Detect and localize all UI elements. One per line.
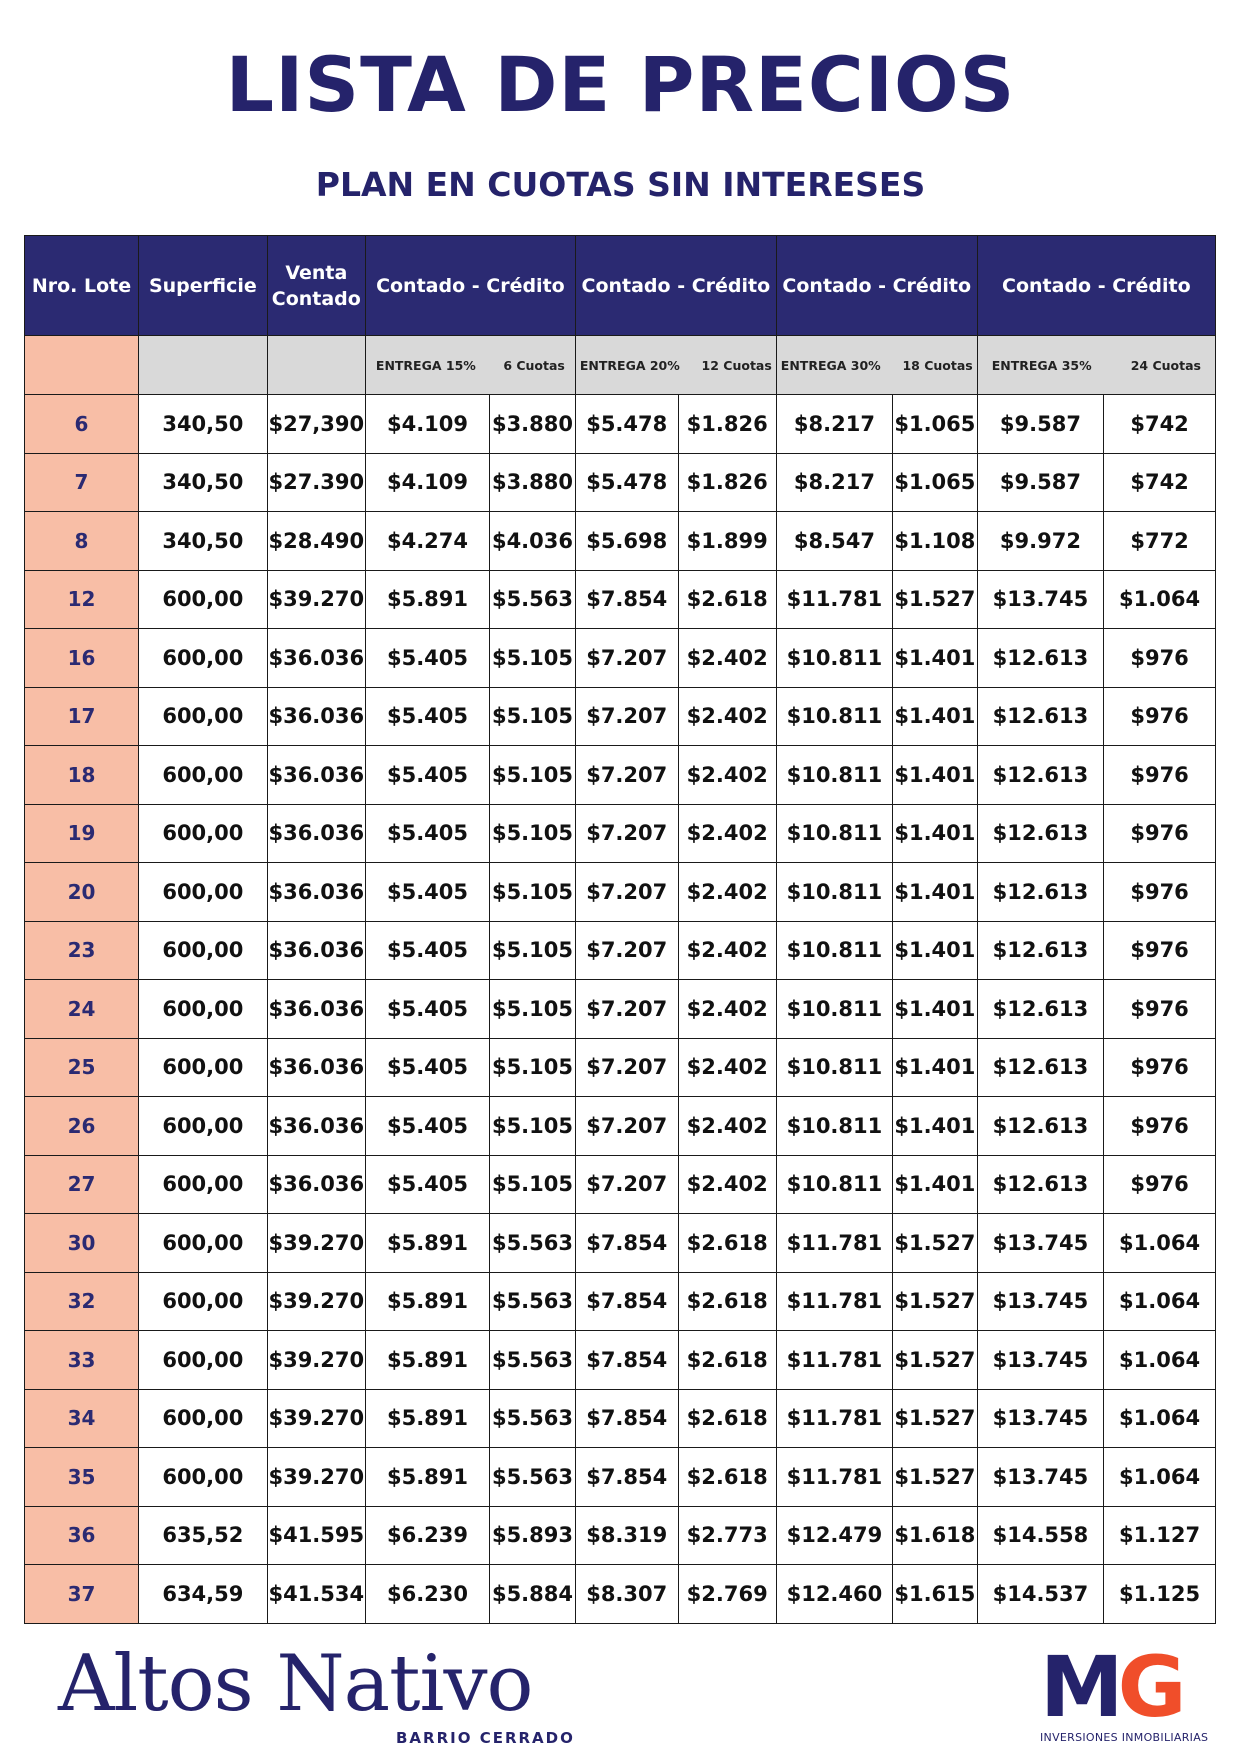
cell-entrega-35: $13.745	[977, 1448, 1103, 1507]
cell-superficie: 600,00	[139, 1448, 268, 1507]
cell-entrega-30: $11.781	[776, 1214, 892, 1273]
cell-venta-contado: $27.390	[267, 453, 365, 512]
cell-lote: 23	[25, 921, 139, 980]
cell-lote: 33	[25, 1331, 139, 1390]
cell-venta-contado: $41.534	[267, 1565, 365, 1624]
cell-lote: 26	[25, 1097, 139, 1156]
cell-superficie: 600,00	[139, 980, 268, 1039]
cell-cuotas-6: $3.880	[490, 453, 576, 512]
cell-venta-contado: $39.270	[267, 1331, 365, 1390]
cell-entrega-35: $13.745	[977, 1214, 1103, 1273]
cell-entrega-35: $14.537	[977, 1565, 1103, 1624]
cell-entrega-20: $8.307	[575, 1565, 678, 1624]
cell-superficie: 600,00	[139, 1097, 268, 1156]
cell-entrega-35: $14.558	[977, 1506, 1103, 1565]
cell-lote: 6	[25, 395, 139, 454]
table-header-row	[25, 236, 1216, 336]
cell-entrega-20: $7.207	[575, 1038, 678, 1097]
cell-entrega-35: $13.745	[977, 1272, 1103, 1331]
cell-entrega-35: $12.613	[977, 1038, 1103, 1097]
cell-entrega-30: $10.811	[776, 746, 892, 805]
subheader-24-cuotas: 24 Cuotas	[1130, 357, 1201, 373]
cell-entrega-20: $7.207	[575, 980, 678, 1039]
cell-superficie: 600,00	[139, 804, 268, 863]
cell-cuotas-24: $976	[1104, 1038, 1216, 1097]
cell-cuotas-12: $2.773	[678, 1506, 776, 1565]
table-row	[25, 1214, 1216, 1273]
cell-cuotas-24: $976	[1104, 1155, 1216, 1214]
cell-cuotas-6: $5.563	[490, 1214, 576, 1273]
cell-lote: 25	[25, 1038, 139, 1097]
cell-superficie: 600,00	[139, 1272, 268, 1331]
cell-lote: 18	[25, 746, 139, 805]
cell-superficie: 600,00	[139, 1038, 268, 1097]
cell-cuotas-24: $976	[1104, 746, 1216, 805]
cell-entrega-15: $5.405	[365, 687, 489, 746]
cell-lote: 24	[25, 980, 139, 1039]
cell-cuotas-6: $5.105	[490, 980, 576, 1039]
cell-venta-contado: $36.036	[267, 1038, 365, 1097]
cell-entrega-20: $7.207	[575, 629, 678, 688]
cell-cuotas-18: $1.401	[893, 921, 978, 980]
cell-cuotas-18: $1.401	[893, 1155, 978, 1214]
cell-entrega-20: $7.207	[575, 921, 678, 980]
cell-cuotas-6: $5.105	[490, 863, 576, 922]
cell-entrega-30: $11.781	[776, 570, 892, 629]
cell-cuotas-12: $2.402	[678, 687, 776, 746]
cell-entrega-15: $5.405	[365, 1038, 489, 1097]
cell-venta-contado: $27,390	[267, 395, 365, 454]
cell-lote: 17	[25, 687, 139, 746]
table-row	[25, 1272, 1216, 1331]
cell-entrega-30: $10.811	[776, 980, 892, 1039]
cell-entrega-15: $4.274	[365, 512, 489, 571]
header-plan-1: Contado - Crédito	[365, 236, 575, 336]
cell-cuotas-12: $2.402	[678, 921, 776, 980]
cell-entrega-30: $10.811	[776, 804, 892, 863]
cell-cuotas-24: $976	[1104, 629, 1216, 688]
cell-lote: 27	[25, 1155, 139, 1214]
cell-entrega-15: $5.891	[365, 1331, 489, 1390]
mg-logo	[1040, 1638, 1220, 1745]
cell-lote: 19	[25, 804, 139, 863]
cell-entrega-35: $12.613	[977, 746, 1103, 805]
cell-entrega-20: $7.854	[575, 1448, 678, 1507]
cell-venta-contado: $36.036	[267, 980, 365, 1039]
cell-entrega-30: $12.460	[776, 1565, 892, 1624]
cell-superficie: 600,00	[139, 1155, 268, 1214]
cell-cuotas-18: $1.401	[893, 1097, 978, 1156]
cell-cuotas-24: $1.127	[1104, 1506, 1216, 1565]
cell-cuotas-18: $1.401	[893, 980, 978, 1039]
cell-entrega-15: $5.405	[365, 629, 489, 688]
subheader-plan-4	[977, 336, 1215, 395]
cell-cuotas-18: $1.527	[893, 570, 978, 629]
cell-entrega-30: $8.547	[776, 512, 892, 571]
cell-cuotas-24: $1.064	[1104, 1214, 1216, 1273]
cell-venta-contado: $39.270	[267, 1448, 365, 1507]
cell-superficie: 600,00	[139, 687, 268, 746]
cell-entrega-35: $9.587	[977, 395, 1103, 454]
cell-cuotas-24: $772	[1104, 512, 1216, 571]
cell-entrega-35: $12.613	[977, 1097, 1103, 1156]
cell-cuotas-18: $1.065	[893, 395, 978, 454]
cell-cuotas-6: $5.105	[490, 1155, 576, 1214]
cell-cuotas-12: $1.826	[678, 395, 776, 454]
cell-cuotas-18: $1.401	[893, 1038, 978, 1097]
cell-entrega-20: $7.854	[575, 1272, 678, 1331]
cell-cuotas-18: $1.527	[893, 1448, 978, 1507]
cell-entrega-20: $5.698	[575, 512, 678, 571]
cell-venta-contado: $39.270	[267, 570, 365, 629]
cell-cuotas-12: $2.618	[678, 1448, 776, 1507]
cell-lote: 36	[25, 1506, 139, 1565]
cell-cuotas-12: $2.402	[678, 980, 776, 1039]
cell-cuotas-12: $2.618	[678, 1214, 776, 1273]
cell-cuotas-24: $1.064	[1104, 1448, 1216, 1507]
cell-entrega-20: $7.207	[575, 1097, 678, 1156]
subheader-plan-2	[575, 336, 776, 395]
cell-entrega-30: $11.781	[776, 1331, 892, 1390]
subheader-blank-venta	[267, 336, 365, 395]
cell-entrega-30: $11.781	[776, 1389, 892, 1448]
cell-entrega-30: $11.781	[776, 1448, 892, 1507]
cell-entrega-30: $8.217	[776, 453, 892, 512]
cell-entrega-35: $12.613	[977, 980, 1103, 1039]
cell-cuotas-24: $742	[1104, 395, 1216, 454]
cell-cuotas-12: $2.618	[678, 570, 776, 629]
cell-venta-contado: $39.270	[267, 1389, 365, 1448]
cell-entrega-30: $8.217	[776, 395, 892, 454]
brand-tagline: BARRIO CERRADO	[396, 1729, 575, 1747]
table-row	[25, 687, 1216, 746]
cell-cuotas-24: $976	[1104, 1097, 1216, 1156]
cell-superficie: 600,00	[139, 921, 268, 980]
mg-letter-m: M	[1040, 1638, 1118, 1736]
cell-cuotas-18: $1.401	[893, 804, 978, 863]
cell-cuotas-24: $976	[1104, 980, 1216, 1039]
cell-cuotas-18: $1.401	[893, 629, 978, 688]
subheader-plan-1	[365, 336, 575, 395]
cell-superficie: 340,50	[139, 453, 268, 512]
cell-superficie: 634,59	[139, 1565, 268, 1624]
cell-entrega-20: $7.854	[575, 1331, 678, 1390]
cell-lote: 34	[25, 1389, 139, 1448]
cell-entrega-15: $5.891	[365, 1272, 489, 1331]
cell-cuotas-24: $976	[1104, 921, 1216, 980]
cell-entrega-35: $12.613	[977, 1155, 1103, 1214]
cell-cuotas-6: $5.105	[490, 804, 576, 863]
cell-cuotas-18: $1.401	[893, 687, 978, 746]
mg-tagline: INVERSIONES INMOBILIARIAS	[1040, 1731, 1209, 1744]
cell-superficie: 600,00	[139, 570, 268, 629]
cell-entrega-15: $5.891	[365, 1214, 489, 1273]
cell-cuotas-18: $1.615	[893, 1565, 978, 1624]
table-row	[25, 1389, 1216, 1448]
cell-cuotas-6: $5.105	[490, 687, 576, 746]
subheader-entrega-35: ENTREGA 35%	[991, 357, 1092, 373]
subheader-entrega-15: ENTREGA 15%	[375, 357, 476, 373]
cell-cuotas-24: $1.064	[1104, 570, 1216, 629]
cell-cuotas-12: $2.402	[678, 746, 776, 805]
cell-entrega-20: $7.854	[575, 1389, 678, 1448]
cell-superficie: 340,50	[139, 395, 268, 454]
header-plan-2: Contado - Crédito	[575, 236, 776, 336]
table-row	[25, 1565, 1216, 1624]
cell-superficie: 340,50	[139, 512, 268, 571]
table-row	[25, 921, 1216, 980]
cell-cuotas-12: $2.402	[678, 629, 776, 688]
cell-entrega-15: $5.405	[365, 1155, 489, 1214]
cell-entrega-20: $7.207	[575, 746, 678, 805]
cell-cuotas-12: $2.618	[678, 1389, 776, 1448]
mg-logo-mark	[1040, 1638, 1220, 1736]
cell-cuotas-18: $1.108	[893, 512, 978, 571]
subheader-entrega-20: ENTREGA 20%	[579, 357, 680, 373]
cell-cuotas-6: $4.036	[490, 512, 576, 571]
cell-cuotas-18: $1.065	[893, 453, 978, 512]
cell-cuotas-6: $5.105	[490, 629, 576, 688]
cell-entrega-35: $12.613	[977, 804, 1103, 863]
table-row	[25, 1097, 1216, 1156]
table-row	[25, 804, 1216, 863]
cell-entrega-35: $13.745	[977, 1331, 1103, 1390]
header-plan-3: Contado - Crédito	[776, 236, 977, 336]
cell-superficie: 600,00	[139, 1331, 268, 1390]
page-subtitle: PLAN EN CUOTAS SIN INTERESES	[315, 165, 926, 204]
cell-cuotas-18: $1.401	[893, 863, 978, 922]
cell-cuotas-24: $976	[1104, 863, 1216, 922]
cell-entrega-15: $5.405	[365, 921, 489, 980]
cell-venta-contado: $36.036	[267, 1097, 365, 1156]
cell-venta-contado: $39.270	[267, 1214, 365, 1273]
cell-entrega-30: $10.811	[776, 1155, 892, 1214]
cell-cuotas-12: $1.899	[678, 512, 776, 571]
cell-venta-contado: $41.595	[267, 1506, 365, 1565]
cell-cuotas-18: $1.527	[893, 1389, 978, 1448]
cell-lote: 30	[25, 1214, 139, 1273]
cell-entrega-30: $10.811	[776, 863, 892, 922]
header-plan-4: Contado - Crédito	[977, 236, 1215, 336]
cell-cuotas-18: $1.527	[893, 1272, 978, 1331]
cell-venta-contado: $36.036	[267, 921, 365, 980]
cell-cuotas-6: $5.563	[490, 570, 576, 629]
cell-lote: 37	[25, 1565, 139, 1624]
cell-entrega-35: $13.745	[977, 1389, 1103, 1448]
table-row	[25, 863, 1216, 922]
subheader-12-cuotas: 12 Cuotas	[701, 357, 772, 373]
cell-entrega-35: $12.613	[977, 921, 1103, 980]
page-title: LISTA DE PRECIOS	[225, 40, 1016, 129]
cell-entrega-20: $7.207	[575, 804, 678, 863]
table-row	[25, 1448, 1216, 1507]
cell-lote: 8	[25, 512, 139, 571]
altos-nativo-logo	[58, 1639, 598, 1747]
cell-venta-contado: $36.036	[267, 1155, 365, 1214]
header-lote: Nro. Lote	[25, 236, 139, 336]
cell-venta-contado: $36.036	[267, 629, 365, 688]
cell-cuotas-12: $2.402	[678, 1097, 776, 1156]
cell-entrega-30: $11.781	[776, 1272, 892, 1331]
cell-superficie: 600,00	[139, 1214, 268, 1273]
subheader-blank-lote	[25, 336, 139, 395]
cell-superficie: 600,00	[139, 863, 268, 922]
cell-venta-contado: $39.270	[267, 1272, 365, 1331]
cell-entrega-20: $7.207	[575, 687, 678, 746]
cell-entrega-30: $12.479	[776, 1506, 892, 1565]
table-row	[25, 629, 1216, 688]
brand-name: Altos Nativo	[58, 1639, 533, 1729]
table-row	[25, 453, 1216, 512]
cell-entrega-30: $10.811	[776, 921, 892, 980]
table-row	[25, 980, 1216, 1039]
cell-entrega-15: $6.230	[365, 1565, 489, 1624]
cell-entrega-30: $10.811	[776, 629, 892, 688]
cell-entrega-20: $5.478	[575, 395, 678, 454]
cell-cuotas-12: $2.402	[678, 1038, 776, 1097]
cell-cuotas-6: $5.105	[490, 1038, 576, 1097]
cell-lote: 32	[25, 1272, 139, 1331]
cell-lote: 7	[25, 453, 139, 512]
cell-entrega-15: $5.891	[365, 1448, 489, 1507]
header-superficie: Superficie	[139, 236, 268, 336]
table-row	[25, 1331, 1216, 1390]
cell-entrega-35: $13.745	[977, 570, 1103, 629]
table-subheader-row	[25, 336, 1216, 395]
subheader-plan-3	[776, 336, 977, 395]
table-row	[25, 1506, 1216, 1565]
cell-cuotas-12: $2.402	[678, 863, 776, 922]
subheader-entrega-30: ENTREGA 30%	[780, 357, 881, 373]
price-table	[24, 235, 1216, 1624]
cell-entrega-30: $10.811	[776, 1097, 892, 1156]
table-row	[25, 395, 1216, 454]
header-venta-contado: Venta Contado	[267, 236, 365, 336]
cell-cuotas-24: $1.064	[1104, 1389, 1216, 1448]
cell-cuotas-12: $2.618	[678, 1331, 776, 1390]
cell-cuotas-18: $1.618	[893, 1506, 978, 1565]
cell-entrega-20: $7.207	[575, 863, 678, 922]
cell-cuotas-6: $5.105	[490, 921, 576, 980]
cell-cuotas-12: $1.826	[678, 453, 776, 512]
cell-entrega-35: $9.972	[977, 512, 1103, 571]
cell-superficie: 635,52	[139, 1506, 268, 1565]
cell-entrega-35: $12.613	[977, 629, 1103, 688]
cell-entrega-15: $5.891	[365, 1389, 489, 1448]
cell-cuotas-6: $5.893	[490, 1506, 576, 1565]
cell-entrega-20: $7.854	[575, 1214, 678, 1273]
cell-entrega-15: $5.405	[365, 1097, 489, 1156]
table-row	[25, 570, 1216, 629]
cell-entrega-35: $12.613	[977, 863, 1103, 922]
cell-entrega-20: $7.207	[575, 1155, 678, 1214]
cell-entrega-15: $5.405	[365, 980, 489, 1039]
cell-cuotas-24: $976	[1104, 687, 1216, 746]
cell-lote: 16	[25, 629, 139, 688]
cell-cuotas-12: $2.618	[678, 1272, 776, 1331]
cell-venta-contado: $36.036	[267, 687, 365, 746]
cell-entrega-15: $5.405	[365, 863, 489, 922]
cell-cuotas-6: $5.884	[490, 1565, 576, 1624]
cell-entrega-35: $12.613	[977, 687, 1103, 746]
cell-cuotas-18: $1.527	[893, 1214, 978, 1273]
cell-cuotas-6: $5.563	[490, 1389, 576, 1448]
cell-lote: 12	[25, 570, 139, 629]
cell-cuotas-24: $1.064	[1104, 1272, 1216, 1331]
cell-cuotas-6: $3.880	[490, 395, 576, 454]
table-row	[25, 512, 1216, 571]
cell-entrega-20: $5.478	[575, 453, 678, 512]
cell-cuotas-12: $2.769	[678, 1565, 776, 1624]
cell-entrega-15: $5.405	[365, 746, 489, 805]
price-table-body	[25, 395, 1216, 1624]
cell-superficie: 600,00	[139, 629, 268, 688]
cell-cuotas-18: $1.527	[893, 1331, 978, 1390]
cell-cuotas-6: $5.563	[490, 1331, 576, 1390]
cell-cuotas-24: $742	[1104, 453, 1216, 512]
cell-lote: 20	[25, 863, 139, 922]
subheader-18-cuotas: 18 Cuotas	[902, 357, 973, 373]
cell-venta-contado: $36.036	[267, 746, 365, 805]
cell-lote: 35	[25, 1448, 139, 1507]
cell-cuotas-12: $2.402	[678, 804, 776, 863]
cell-superficie: 600,00	[139, 746, 268, 805]
cell-cuotas-12: $2.402	[678, 1155, 776, 1214]
cell-cuotas-6: $5.563	[490, 1448, 576, 1507]
table-row	[25, 746, 1216, 805]
subheader-6-cuotas: 6 Cuotas	[503, 357, 565, 373]
cell-entrega-35: $9.587	[977, 453, 1103, 512]
cell-superficie: 600,00	[139, 1389, 268, 1448]
cell-cuotas-24: $1.064	[1104, 1331, 1216, 1390]
subheader-blank-superficie	[139, 336, 268, 395]
cell-entrega-15: $5.405	[365, 804, 489, 863]
table-row	[25, 1038, 1216, 1097]
cell-entrega-15: $4.109	[365, 453, 489, 512]
cell-cuotas-24: $976	[1104, 804, 1216, 863]
cell-entrega-15: $5.891	[365, 570, 489, 629]
cell-entrega-20: $7.854	[575, 570, 678, 629]
cell-cuotas-6: $5.105	[490, 746, 576, 805]
cell-entrega-15: $4.109	[365, 395, 489, 454]
cell-venta-contado: $36.036	[267, 804, 365, 863]
cell-cuotas-6: $5.105	[490, 1097, 576, 1156]
cell-cuotas-18: $1.401	[893, 746, 978, 805]
cell-entrega-20: $8.319	[575, 1506, 678, 1565]
cell-cuotas-6: $5.563	[490, 1272, 576, 1331]
cell-venta-contado: $28.490	[267, 512, 365, 571]
table-row	[25, 1155, 1216, 1214]
cell-entrega-30: $10.811	[776, 1038, 892, 1097]
cell-entrega-15: $6.239	[365, 1506, 489, 1565]
cell-venta-contado: $36.036	[267, 863, 365, 922]
mg-letter-g: G	[1117, 1638, 1181, 1736]
cell-entrega-30: $10.811	[776, 687, 892, 746]
cell-cuotas-24: $1.125	[1104, 1565, 1216, 1624]
